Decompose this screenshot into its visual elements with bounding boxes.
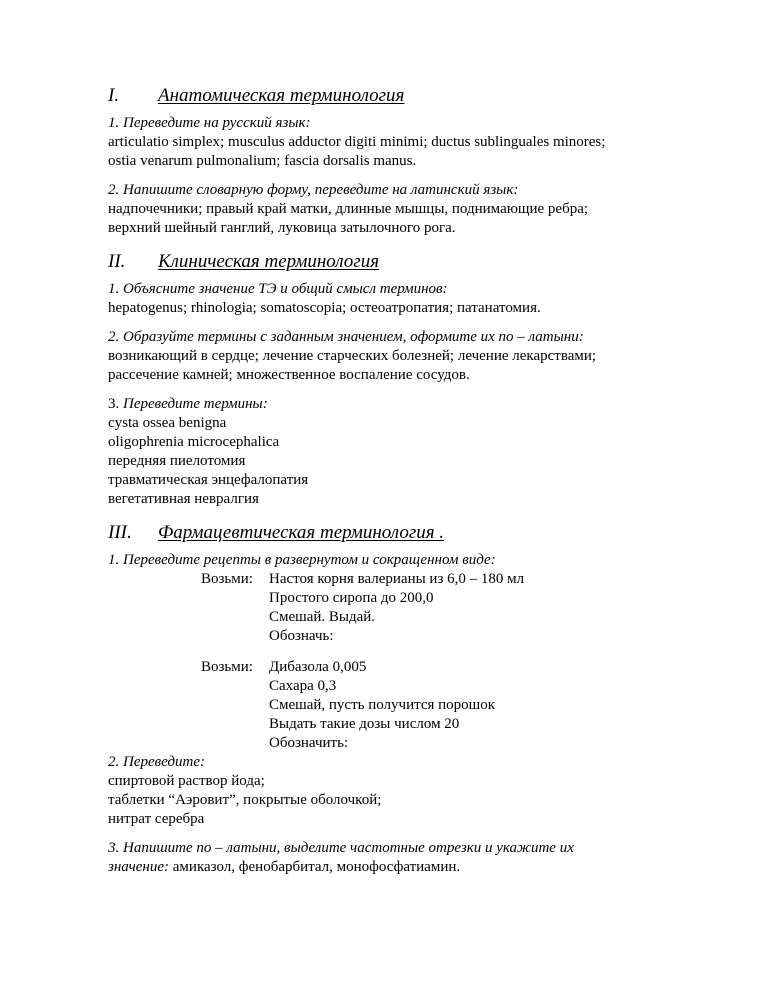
- document-page: [108, 84, 718, 877]
- term-line: cysta ossea benigna: [108, 415, 227, 431]
- term-line: передняя пиелотомия: [108, 453, 246, 469]
- recipe-line: Смешай. Выдай.: [269, 609, 376, 625]
- recipe-line: Сахара 0,3: [269, 678, 337, 694]
- recipe-line: Обозначь:: [269, 628, 334, 644]
- task-label: 3. Напишите по – латыни, выделите частотные отрезки и укажите их: [108, 840, 574, 856]
- task-line: возникающий в сердце; лечение старческих болезней; лечение лекарствами;: [108, 348, 597, 364]
- task-line: надпочечники; правый край матки, длинные мышцы, поднимающие ребра;: [108, 201, 589, 217]
- task: [108, 551, 718, 829]
- recipe-line: Простого сиропа до 200,0: [269, 590, 434, 606]
- section-title: Клиническая терминология: [158, 251, 380, 272]
- task-label-continued: значение:: [108, 859, 170, 875]
- task-line: articulatio simplex; musculus adductor digiti minimi; ductus sublinguales minores;: [108, 134, 606, 150]
- task-label: 2. Переведите:: [108, 754, 206, 770]
- term-line: травматическая энцефалопатия: [108, 472, 309, 488]
- task-answer: амиказол, фенобарбитал, монофосфатиамин.: [169, 859, 461, 875]
- recipe-line: Выдать такие дозы числом 20: [269, 716, 460, 732]
- task: [108, 181, 718, 238]
- task-label: 1. Переведите на русский язык:: [108, 115, 311, 131]
- task-label: 1. Переведите рецепты в развернутом и сокращенном виде:: [108, 552, 496, 568]
- section-title: Фармацевтическая терминология .: [158, 522, 445, 543]
- recipe-line: Настоя корня валерианы из 6,0 – 180 мл: [269, 571, 525, 587]
- recipe-key: Возьми:: [201, 659, 253, 675]
- task-label: 1. Объясните значение ТЭ и общий смысл терминов:: [108, 281, 448, 297]
- task-number: 3.: [108, 396, 120, 412]
- recipe-key: Возьми:: [201, 571, 253, 587]
- section-heading: [108, 84, 718, 108]
- task-line: верхний шейный ганглий, луковица затылочного рога.: [108, 220, 456, 236]
- section-number: I.: [108, 85, 120, 106]
- task-line: таблетки “Аэровит”, покрытые оболочкой;: [108, 792, 382, 808]
- task-line: [108, 858, 718, 877]
- task: [108, 328, 718, 385]
- task-line: спиртовой раствор йода;: [108, 773, 265, 789]
- term-line: вегетативная невралгия: [108, 491, 259, 507]
- task: [108, 114, 718, 171]
- section-heading: [108, 250, 718, 274]
- task: [108, 839, 718, 877]
- section-heading: [108, 521, 718, 545]
- task-line: рассечение камней; множественное воспаление сосудов.: [108, 367, 470, 383]
- recipe-line: Обозначить:: [269, 735, 349, 751]
- task: [108, 395, 718, 509]
- task-label: [108, 395, 718, 414]
- recipe-line: Дибазола 0,005: [269, 659, 367, 675]
- section-title: Анатомическая терминология: [158, 85, 405, 106]
- recipe: [201, 658, 718, 753]
- task: [108, 280, 718, 318]
- term-line: oligophrenia microcephalica: [108, 434, 280, 450]
- section-number: III.: [108, 522, 132, 543]
- task-line: hepatogenus; rhinologia; somatoscopia; остеоатропатия; патанатомия.: [108, 300, 541, 316]
- recipe: [201, 570, 718, 646]
- task-label: 2. Напишите словарную форму, переведите на латинский язык:: [108, 182, 519, 198]
- task-label-text: Переведите термины:: [123, 396, 268, 412]
- section-number: II.: [108, 251, 126, 272]
- task-label: 2. Образуйте термины с заданным значением, оформите их по – латыни:: [108, 329, 584, 345]
- task-line: ostia venarum pulmonalium; fascia dorsalis manus.: [108, 153, 417, 169]
- recipe-line: Смешай, пусть получится порошок: [269, 697, 496, 713]
- task-line: нитрат серебра: [108, 811, 205, 827]
